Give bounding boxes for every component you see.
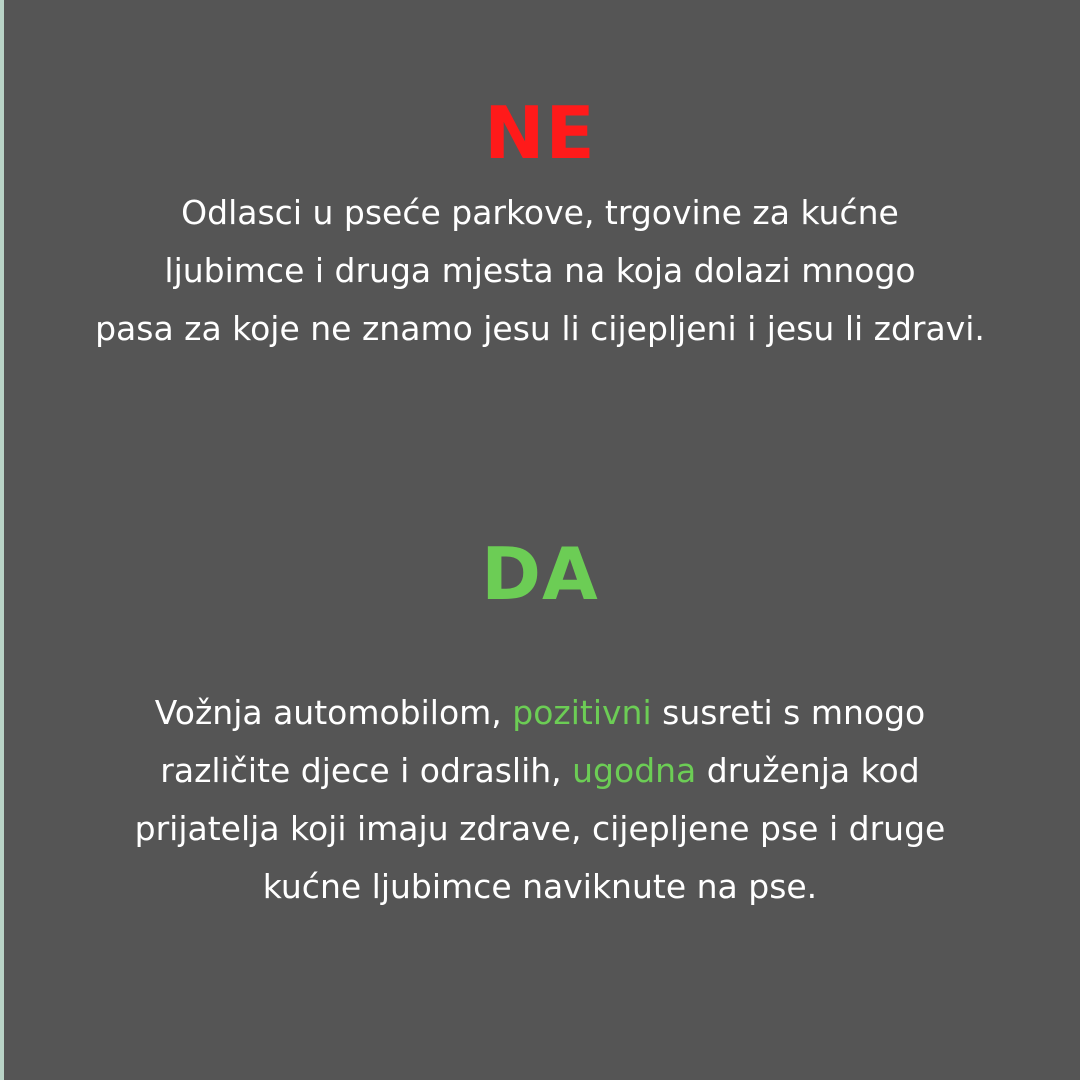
yes-heading: DA (481, 532, 599, 616)
yes-paragraph (0, 684, 1080, 916)
highlight-positive: pozitivni (512, 693, 652, 732)
yes-line-3: prijatelja koji imaju zdrave, cijepljene pse i druge (134, 809, 946, 848)
no-heading: NE (484, 91, 596, 175)
yes-line-2-end: druženja kod (696, 751, 920, 790)
yes-line-1-end: susreti s mnogo (651, 693, 926, 732)
yes-line-4: kućne ljubimce naviknute na pse. (262, 867, 818, 906)
yes-line-1-start: Vožnja automobilom, (154, 693, 513, 732)
yes-line-2 (0, 742, 1080, 800)
no-line-1: Odlasci u pseće parkove, trgovine za kućne (181, 193, 899, 232)
no-line-2: ljubimce i druga mjesta na koja dolazi mnogo (164, 251, 916, 290)
yes-line-1 (0, 684, 1080, 742)
yes-line-2-start: različite djece i odraslih, (160, 751, 573, 790)
highlight-pleasant: ugodna (572, 751, 697, 790)
no-line-3: pasa za koje ne znamo jesu li cijepljeni i jesu li zdravi. (95, 309, 985, 348)
no-paragraph (0, 184, 1080, 358)
